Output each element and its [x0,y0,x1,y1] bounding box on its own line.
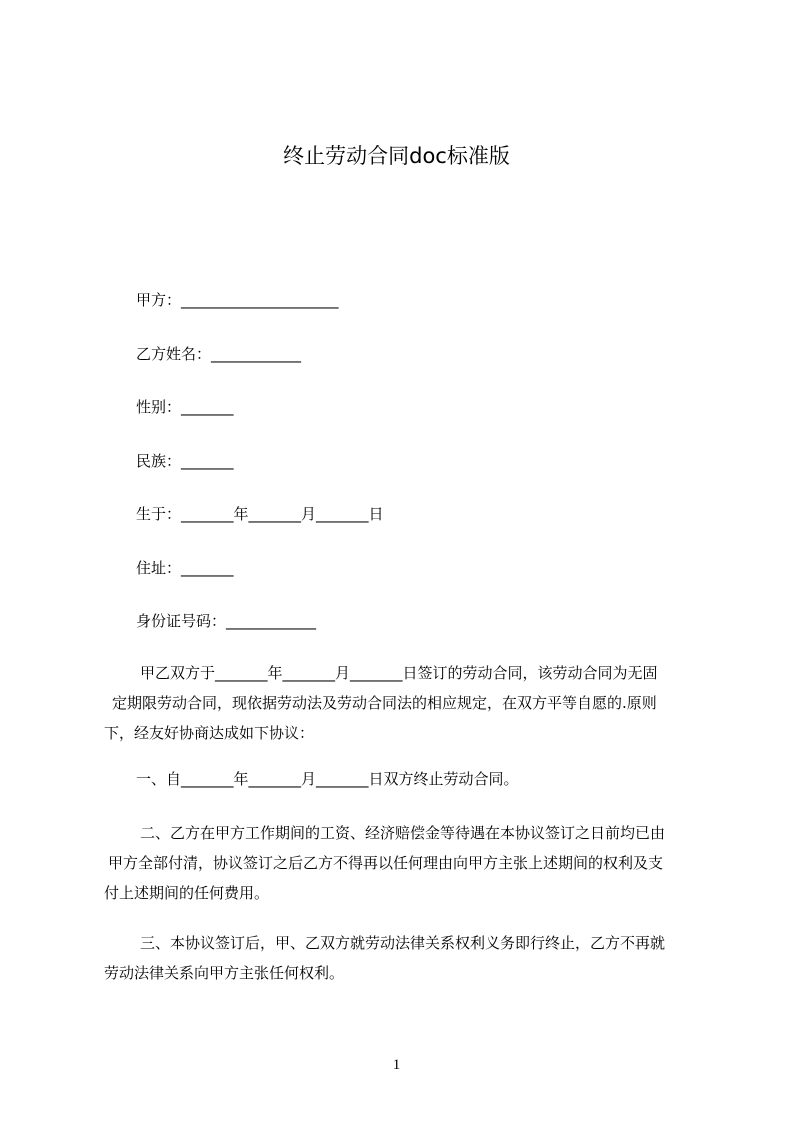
id-number-field: 身份证号码：____________ [136,612,317,630]
ethnicity-field: 民族：_______ [136,452,234,470]
party-b-name-field: 乙方姓名：____________ [136,345,302,363]
document-title: 终止劳动合同doc标准版 [283,144,510,168]
clause-3-line: 三、本协议签订后，甲、乙双方就劳动法律关系权利义务即行终止，乙方不再就 [140,934,666,952]
clause-1: 一、自_______年_______月_______日双方终止劳动合同。 [136,770,519,788]
clause-3-line: 劳动法律关系向甲方主张任何权利。 [104,964,345,982]
party-a-field: 甲方：_____________________ [136,291,339,309]
birth-date-field: 生于：_______年_______月_______日 [136,505,384,523]
intro-line: 定期限劳动合同，现依据劳动法及劳动合同法的相应规定，在双方平等自愿的.原则 [112,694,657,712]
clause-2-paragraph [104,818,700,908]
intro-line: 甲乙双方于_______年_______月_______日签订的劳动合同，该劳动合同为无固 [140,664,658,682]
clause-3-paragraph [104,928,700,988]
page-number: 1 [392,1057,401,1073]
address-field: 住址：_______ [136,559,234,577]
clause-2-line: 甲方全部付清，协议签订之后乙方不得再以任何理由向甲方主张上述期间的权利及支 [108,854,664,872]
clause-2-line: 二、乙方在甲方工作期间的工资、经济赔偿金等待遇在本协议签订之日前均已由 [140,824,666,842]
gender-field: 性别：_______ [136,398,234,416]
clause-2-line: 付上述期间的任何费用。 [104,884,270,902]
intro-paragraph [104,658,700,748]
intro-line: 下，经友好协商达成如下协议： [104,724,315,742]
